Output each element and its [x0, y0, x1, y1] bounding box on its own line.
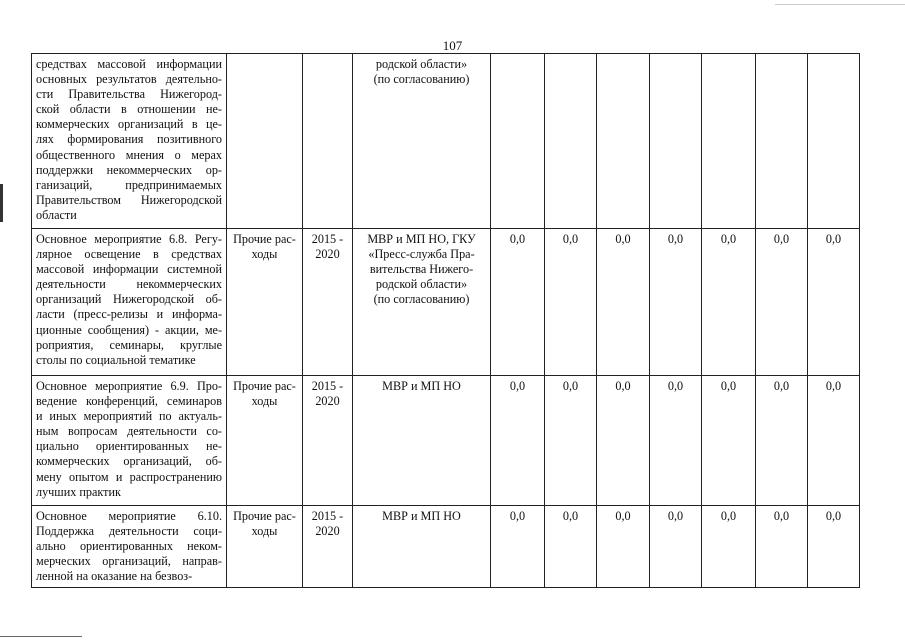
funding-value: 0,0	[702, 229, 756, 376]
description-line: общественного мнения о мерах	[36, 147, 222, 162]
description-line: мерческих организаций, направ-	[36, 554, 222, 569]
description-line: Правительством Нижегородской	[36, 192, 222, 207]
executor: МВР и МП НО	[353, 376, 491, 506]
description-line: ласти (пресс-релизы и информа-	[36, 307, 222, 322]
executor: родской области» (по согласованию)	[353, 54, 491, 229]
description-line: Основное мероприятие 6.8. Регу-	[36, 232, 222, 246]
description-line: Основное мероприятие 6.10.	[36, 509, 222, 523]
funding-value	[808, 54, 860, 229]
description-line: столы по социальной тематике	[36, 352, 196, 367]
funding-value: 0,0	[597, 376, 650, 506]
description-line: лях формирования позитивного	[36, 132, 222, 147]
funding-value: 0,0	[808, 506, 860, 588]
funding-value: 0,0	[491, 376, 545, 506]
funding-value: 0,0	[491, 229, 545, 376]
description-line: ным вопросам деятельности со-	[36, 424, 222, 439]
description-line: ведение конференций, семинаров	[36, 394, 222, 409]
activity-description	[32, 54, 227, 229]
funding-value: 0,0	[597, 506, 650, 588]
funding-value: 0,0	[808, 229, 860, 376]
executor: МВР и МП НО	[353, 506, 491, 588]
period: 2015 - 2020	[303, 506, 353, 588]
table-body	[32, 54, 860, 588]
page-number: 107	[442, 38, 463, 53]
description-line: массовой информации системной	[36, 262, 222, 277]
executor: МВР и МП НО, ГКУ «Пресс-служба Пра- вительства Нижего- родской области» (по согласованию)	[353, 229, 491, 376]
funding-source: Прочие рас- ходы	[227, 229, 303, 376]
description-line: средствах массовой информации	[36, 57, 222, 71]
funding-value: 0,0	[808, 376, 860, 506]
description-line: лярное освещение в средствах	[36, 247, 222, 262]
funding-source: Прочие рас- ходы	[227, 506, 303, 588]
binding-mark	[0, 184, 3, 222]
funding-value: 0,0	[650, 229, 702, 376]
funding-value: 0,0	[545, 229, 597, 376]
funding-value	[545, 54, 597, 229]
activity-description	[32, 376, 227, 506]
description-line: ганизаций, предпринимаемых	[36, 177, 222, 192]
funding-value: 0,0	[491, 506, 545, 588]
description-line: ленной на оказание на безвоз-	[36, 569, 193, 584]
funding-value	[756, 54, 808, 229]
funding-value	[597, 54, 650, 229]
funding-value: 0,0	[650, 506, 702, 588]
table-row	[32, 376, 860, 506]
table-row	[32, 506, 860, 588]
funding-value	[702, 54, 756, 229]
scan-edge-line	[775, 4, 905, 5]
description-line: коммерческих организаций в це-	[36, 117, 222, 132]
period: 2015 - 2020	[303, 229, 353, 376]
funding-source	[227, 54, 303, 229]
description-line: ально ориентированных неком-	[36, 539, 222, 554]
funding-value: 0,0	[597, 229, 650, 376]
description-line: коммерческих организаций, об-	[36, 454, 222, 469]
description-line: и иных мероприятий по актуаль-	[36, 409, 222, 424]
activity-description	[32, 506, 227, 588]
activities-table	[31, 53, 860, 588]
funding-value: 0,0	[702, 506, 756, 588]
description-line: мену опытом и распространению	[36, 469, 222, 484]
funding-value: 0,0	[756, 506, 808, 588]
description-line: роприятия, семинары, круглые	[36, 337, 222, 352]
description-line: Основное мероприятие 6.9. Про-	[36, 379, 222, 393]
description-line: основных результатов деятельно-	[36, 72, 222, 87]
funding-value: 0,0	[702, 376, 756, 506]
description-line: циально ориентированных не-	[36, 439, 222, 454]
activity-description	[32, 229, 227, 376]
description-line: организаций Нижегородской об-	[36, 292, 222, 307]
period: 2015 - 2020	[303, 376, 353, 506]
footer-rule	[0, 636, 82, 637]
description-line: ской области в отношении не-	[36, 102, 222, 117]
description-line: ционные сообщения) - акции, ме-	[36, 322, 222, 337]
table-row	[32, 54, 860, 229]
funding-value	[491, 54, 545, 229]
funding-value: 0,0	[756, 229, 808, 376]
table-row	[32, 229, 860, 376]
funding-value: 0,0	[545, 506, 597, 588]
funding-value: 0,0	[545, 376, 597, 506]
funding-source: Прочие рас- ходы	[227, 376, 303, 506]
period	[303, 54, 353, 229]
description-line: сти Правительства Нижегород-	[36, 87, 222, 102]
description-line: Поддержка деятельности соци-	[36, 524, 222, 539]
description-line: деятельности некоммерческих	[36, 277, 222, 292]
funding-value: 0,0	[756, 376, 808, 506]
funding-value: 0,0	[650, 376, 702, 506]
description-line: поддержки некоммерческих ор-	[36, 162, 222, 177]
description-line: лучших практик	[36, 484, 121, 499]
description-line: области	[36, 207, 77, 222]
funding-value	[650, 54, 702, 229]
